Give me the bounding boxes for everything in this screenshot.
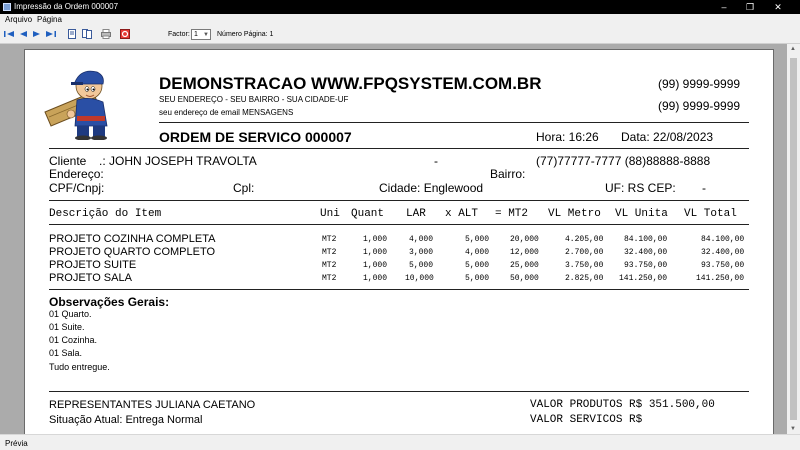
cpf-label: CPF/Cnpj: <box>49 181 105 195</box>
item-uni: MT2 <box>322 274 337 283</box>
item-mt2: 50,000 <box>510 274 539 283</box>
company-email: seu endereço de email MENSAGENS <box>159 108 294 117</box>
item-quant: 1,000 <box>363 274 388 283</box>
menu-pagina[interactable]: Página <box>37 15 62 24</box>
factor-label: Factor: <box>168 31 190 38</box>
item-mt2: 20,000 <box>510 235 539 244</box>
page-number-label: Número Página: 1 <box>217 31 274 38</box>
client-name: .: JOHN JOSEPH TRAVOLTA <box>99 154 257 168</box>
item-vl-total: 84.100,00 <box>701 235 745 244</box>
order-title: ORDEM DE SERVICO 000007 <box>159 129 352 145</box>
item-description: PROJETO SUITE <box>49 259 137 271</box>
item-quant: 1,000 <box>363 235 388 244</box>
item-uni: MT2 <box>322 235 337 244</box>
cpl-label: Cpl: <box>233 181 255 195</box>
minimize-button[interactable]: – <box>721 2 727 12</box>
header-divider <box>159 122 749 123</box>
col-header-mt2: = MT2 <box>495 208 529 220</box>
table-bottom-divider <box>49 289 749 290</box>
table-top-divider <box>49 200 749 201</box>
company-address: SEU ENDEREÇO - SEU BAIRRO - SUA CIDADE-UF <box>159 95 349 104</box>
single-page-icon[interactable] <box>67 29 77 39</box>
item-vl-metro: 4.205,00 <box>565 235 604 244</box>
observation-line: Tudo entregue. <box>49 362 110 372</box>
col-header-lar: LAR <box>406 208 426 220</box>
observation-line: 01 Sala. <box>49 348 83 358</box>
item-uni: MT2 <box>322 248 337 257</box>
item-description: PROJETO SALA <box>49 272 132 284</box>
col-header-uni: Uni <box>320 208 340 220</box>
item-lar: 4,000 <box>409 235 434 244</box>
previous-page-icon[interactable] <box>18 29 28 39</box>
item-lar: 5,000 <box>409 261 434 270</box>
scroll-down-icon[interactable]: ▼ <box>790 426 796 432</box>
observation-line: 01 Suite. <box>49 322 85 332</box>
client-city: Cidade: Englewood <box>379 181 484 195</box>
menu-bar <box>0 14 800 26</box>
item-vl-metro: 2.700,00 <box>565 248 604 257</box>
toolbar <box>0 26 800 44</box>
item-vl-unita: 93.750,00 <box>624 261 668 270</box>
maximize-button[interactable]: ❐ <box>745 2 755 12</box>
scroll-up-icon[interactable]: ▲ <box>790 46 796 52</box>
status-text: Prévia <box>5 439 28 448</box>
item-vl-unita: 84.100,00 <box>624 235 668 244</box>
vertical-scrollbar[interactable] <box>787 44 800 434</box>
observation-line: 01 Cozinha. <box>49 335 98 345</box>
item-description: PROJETO COZINHA COMPLETA <box>49 233 216 245</box>
valor-servicos: VALOR SERVICOS R$ <box>530 414 643 426</box>
item-mt2: 12,000 <box>510 248 539 257</box>
preview-viewport <box>0 44 787 434</box>
client-divider <box>49 148 749 149</box>
cep-value: - <box>702 181 706 195</box>
item-alt: 5,000 <box>465 274 490 283</box>
factor-value: 1 <box>194 31 198 38</box>
next-page-icon[interactable] <box>32 29 42 39</box>
item-vl-total: 141.250,00 <box>696 274 745 283</box>
order-time: Hora: 16:26 <box>536 130 599 144</box>
item-vl-metro: 2.825,00 <box>565 274 604 283</box>
close-preview-icon[interactable] <box>120 29 130 39</box>
item-vl-metro: 3.750,00 <box>565 261 604 270</box>
client-label: Cliente <box>49 154 87 168</box>
valor-produtos: VALOR PRODUTOS R$ 351.500,00 <box>530 399 715 411</box>
item-lar: 3,000 <box>409 248 434 257</box>
col-header-description: Descrição do Item <box>49 208 162 220</box>
item-description: PROJETO QUARTO COMPLETO <box>49 246 216 258</box>
item-vl-total: 93.750,00 <box>701 261 745 270</box>
item-mt2: 25,000 <box>510 261 539 270</box>
representative: REPRESENTANTES JULIANA CAETANO <box>49 399 256 411</box>
item-quant: 1,000 <box>363 261 388 270</box>
last-page-icon[interactable] <box>46 29 56 39</box>
client-dash: - <box>434 154 438 168</box>
observations-title: Observações Gerais: <box>49 295 170 309</box>
window-title: Impressão da Ordem 000007 <box>14 2 119 11</box>
print-icon[interactable] <box>101 29 111 39</box>
col-header-vl-total: VL Total <box>684 208 737 220</box>
close-button[interactable]: ✕ <box>774 2 782 12</box>
chevron-down-icon: ▼ <box>203 32 209 38</box>
first-page-icon[interactable] <box>4 29 14 39</box>
status-bar <box>0 434 800 450</box>
item-vl-total: 32.400,00 <box>701 248 745 257</box>
scrollbar-thumb[interactable] <box>790 58 797 420</box>
address-label: Endereço: <box>49 167 104 181</box>
factor-select[interactable] <box>191 29 211 40</box>
footer-divider <box>49 391 749 392</box>
col-header-quant: Quant <box>351 208 385 220</box>
company-phone-1: (99) 9999-9999 <box>658 77 741 91</box>
client-phones: (77)77777-7777 (88)88888-8888 <box>536 154 711 168</box>
item-vl-unita: 32.400,00 <box>624 248 668 257</box>
table-header-divider <box>49 224 749 225</box>
company-logo <box>41 62 125 140</box>
item-alt: 4,000 <box>465 248 490 257</box>
company-phone-2: (99) 9999-9999 <box>658 99 741 113</box>
situation: Situação Atual: Entrega Normal <box>49 414 203 426</box>
company-name: DEMONSTRACAO WWW.FPQSYSTEM.COM.BR <box>159 74 542 93</box>
item-alt: 5,000 <box>465 261 490 270</box>
col-header-vl-unita: VL Unita <box>615 208 668 220</box>
order-date: Data: 22/08/2023 <box>621 130 714 144</box>
item-quant: 1,000 <box>363 248 388 257</box>
item-uni: MT2 <box>322 261 337 270</box>
report-page <box>24 49 774 434</box>
two-pages-icon[interactable] <box>82 29 92 39</box>
title-bar <box>0 0 800 14</box>
item-lar: 10,000 <box>405 274 434 283</box>
item-alt: 5,000 <box>465 235 490 244</box>
col-header-vl-metro: VL Metro <box>548 208 601 220</box>
item-vl-unita: 141.250,00 <box>619 274 668 283</box>
observation-line: 01 Quarto. <box>49 309 92 319</box>
col-header-alt: x ALT <box>445 208 479 220</box>
uf-cep-label: UF: RS CEP: <box>605 181 676 195</box>
bairro-label: Bairro: <box>490 167 526 181</box>
menu-arquivo[interactable]: Arquivo <box>5 15 33 24</box>
app-icon <box>3 3 11 11</box>
